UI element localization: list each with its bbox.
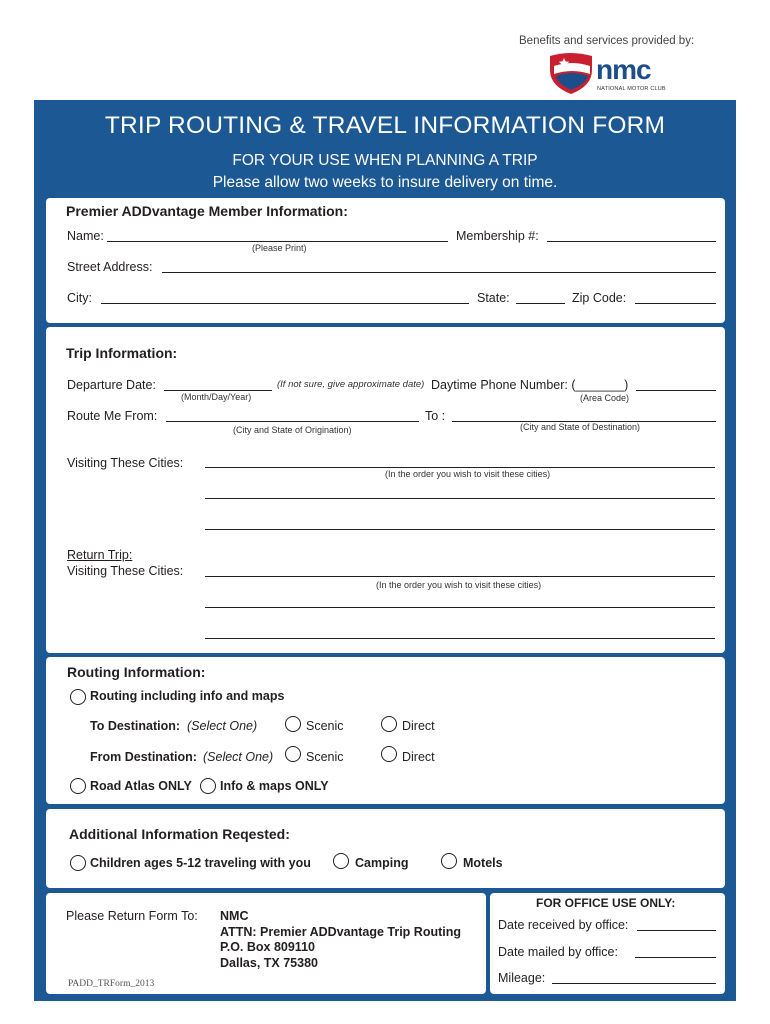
return-form-label: Please Return Form To:	[66, 909, 198, 923]
mileage-label: Mileage:	[498, 971, 546, 985]
member-info-heading: Premier ADDvantage Member Information:	[66, 203, 348, 219]
date-received-label: Date received by office:	[498, 918, 629, 932]
additional-info-heading: Additional Information Reqested:	[69, 826, 290, 842]
additional-info-panel	[46, 809, 725, 888]
departure-hint: (Month/Day/Year)	[181, 392, 252, 402]
logo-wordmark: nmc	[596, 54, 651, 85]
trip-info-heading: Trip Information:	[66, 345, 178, 361]
benefits-note: Benefits and services provided by:	[519, 35, 695, 47]
mileage-field[interactable]	[552, 983, 716, 984]
to-destination-label: To Destination:	[90, 719, 181, 733]
street-field[interactable]	[162, 272, 716, 273]
route-from-label: Route Me From:	[67, 409, 158, 423]
return-field-2[interactable]	[205, 607, 715, 608]
from-destination-scenic-label: Scenic	[306, 750, 344, 764]
return-field-1[interactable]	[205, 576, 715, 577]
camping-label: Camping	[355, 856, 409, 870]
return-visiting-label: Visiting These Cities:	[67, 564, 184, 578]
departure-note: (If not sure, give approximate date)	[277, 379, 425, 390]
children-label: Children ages 5-12 traveling with you	[90, 856, 311, 870]
to-destination-scenic-label: Scenic	[306, 719, 344, 733]
visiting-field-3[interactable]	[205, 529, 715, 530]
name-field[interactable]	[107, 241, 448, 242]
motels-label: Motels	[463, 856, 503, 870]
camping-radio[interactable]	[333, 853, 349, 869]
info-maps-radio[interactable]	[200, 778, 216, 794]
to-destination-select-one: (Select One)	[187, 719, 258, 733]
route-from-hint: (City and State of Origination)	[233, 425, 352, 435]
logo-subtitle: NATIONAL MOTOR CLUB	[597, 86, 666, 92]
to-hint: (City and State of Destination)	[520, 422, 641, 432]
form-subtitle-2: Please allow two weeks to insure delivery on time.	[212, 174, 558, 191]
routing-full-label: Routing including info and maps	[90, 689, 285, 703]
street-label: Street Address:	[67, 260, 153, 274]
address-line-1: NMC	[220, 909, 249, 923]
from-destination-select-one: (Select One)	[203, 750, 274, 764]
zip-field[interactable]	[635, 303, 716, 304]
visiting-field-2[interactable]	[205, 498, 715, 499]
info-maps-label: Info & maps ONLY	[220, 779, 329, 793]
date-received-field[interactable]	[637, 930, 716, 931]
city-label: City:	[67, 291, 92, 305]
name-label: Name:	[67, 229, 104, 243]
motels-radio[interactable]	[441, 853, 457, 869]
membership-field[interactable]	[547, 241, 716, 242]
routing-full-radio[interactable]	[70, 689, 86, 705]
name-hint: (Please Print)	[252, 243, 307, 253]
from-destination-label: From Destination:	[90, 750, 197, 764]
to-destination-direct-label: Direct	[402, 719, 435, 733]
address-line-3: P.O. Box 809110	[220, 940, 315, 954]
return-trip-label: Return Trip:	[67, 548, 133, 562]
departure-field[interactable]	[164, 390, 272, 391]
form-subtitle: FOR YOUR USE WHEN PLANNING A TRIP	[232, 152, 538, 169]
to-label: To :	[425, 409, 446, 423]
office-use-heading: FOR OFFICE USE ONLY:	[536, 896, 676, 910]
from-destination-direct-radio[interactable]	[381, 746, 397, 762]
trip-info-panel	[46, 327, 725, 653]
address-line-4: Dallas, TX 75380	[220, 956, 318, 970]
state-label: State:	[477, 291, 510, 305]
road-atlas-label: Road Atlas ONLY	[90, 779, 192, 793]
return-hint: (In the order you wish to visit these cities)	[376, 580, 542, 590]
children-radio[interactable]	[70, 855, 86, 871]
city-field[interactable]	[101, 303, 469, 304]
to-destination-scenic-radio[interactable]	[285, 716, 301, 732]
address-line-2: ATTN: Premier ADDvantage Trip Routing	[220, 925, 461, 939]
membership-label: Membership #:	[456, 229, 539, 243]
form-code: PADD_TRForm_2013	[68, 979, 155, 989]
state-field[interactable]	[516, 303, 565, 304]
date-mailed-field[interactable]	[635, 957, 716, 958]
from-destination-direct-label: Direct	[402, 750, 435, 764]
route-from-field[interactable]	[166, 421, 419, 422]
return-field-3[interactable]	[205, 638, 715, 639]
visiting-field-1[interactable]	[205, 467, 715, 468]
road-atlas-radio[interactable]	[70, 778, 86, 794]
phone-hint: (Area Code)	[580, 393, 630, 403]
from-destination-scenic-radio[interactable]	[285, 746, 301, 762]
phone-label: Daytime Phone Number: (_______)	[431, 378, 629, 392]
phone-field[interactable]	[636, 390, 716, 391]
visiting-hint: (In the order you wish to visit these cities)	[385, 469, 551, 479]
to-destination-direct-radio[interactable]	[381, 716, 397, 732]
form-title: TRIP ROUTING & TRAVEL INFORMATION FORM	[104, 112, 666, 139]
date-mailed-label: Date mailed by office:	[498, 945, 618, 959]
routing-heading: Routing Information:	[67, 664, 206, 680]
departure-label: Departure Date:	[67, 378, 156, 392]
zip-label: Zip Code:	[572, 291, 627, 305]
visiting-label: Visiting These Cities:	[67, 456, 184, 470]
